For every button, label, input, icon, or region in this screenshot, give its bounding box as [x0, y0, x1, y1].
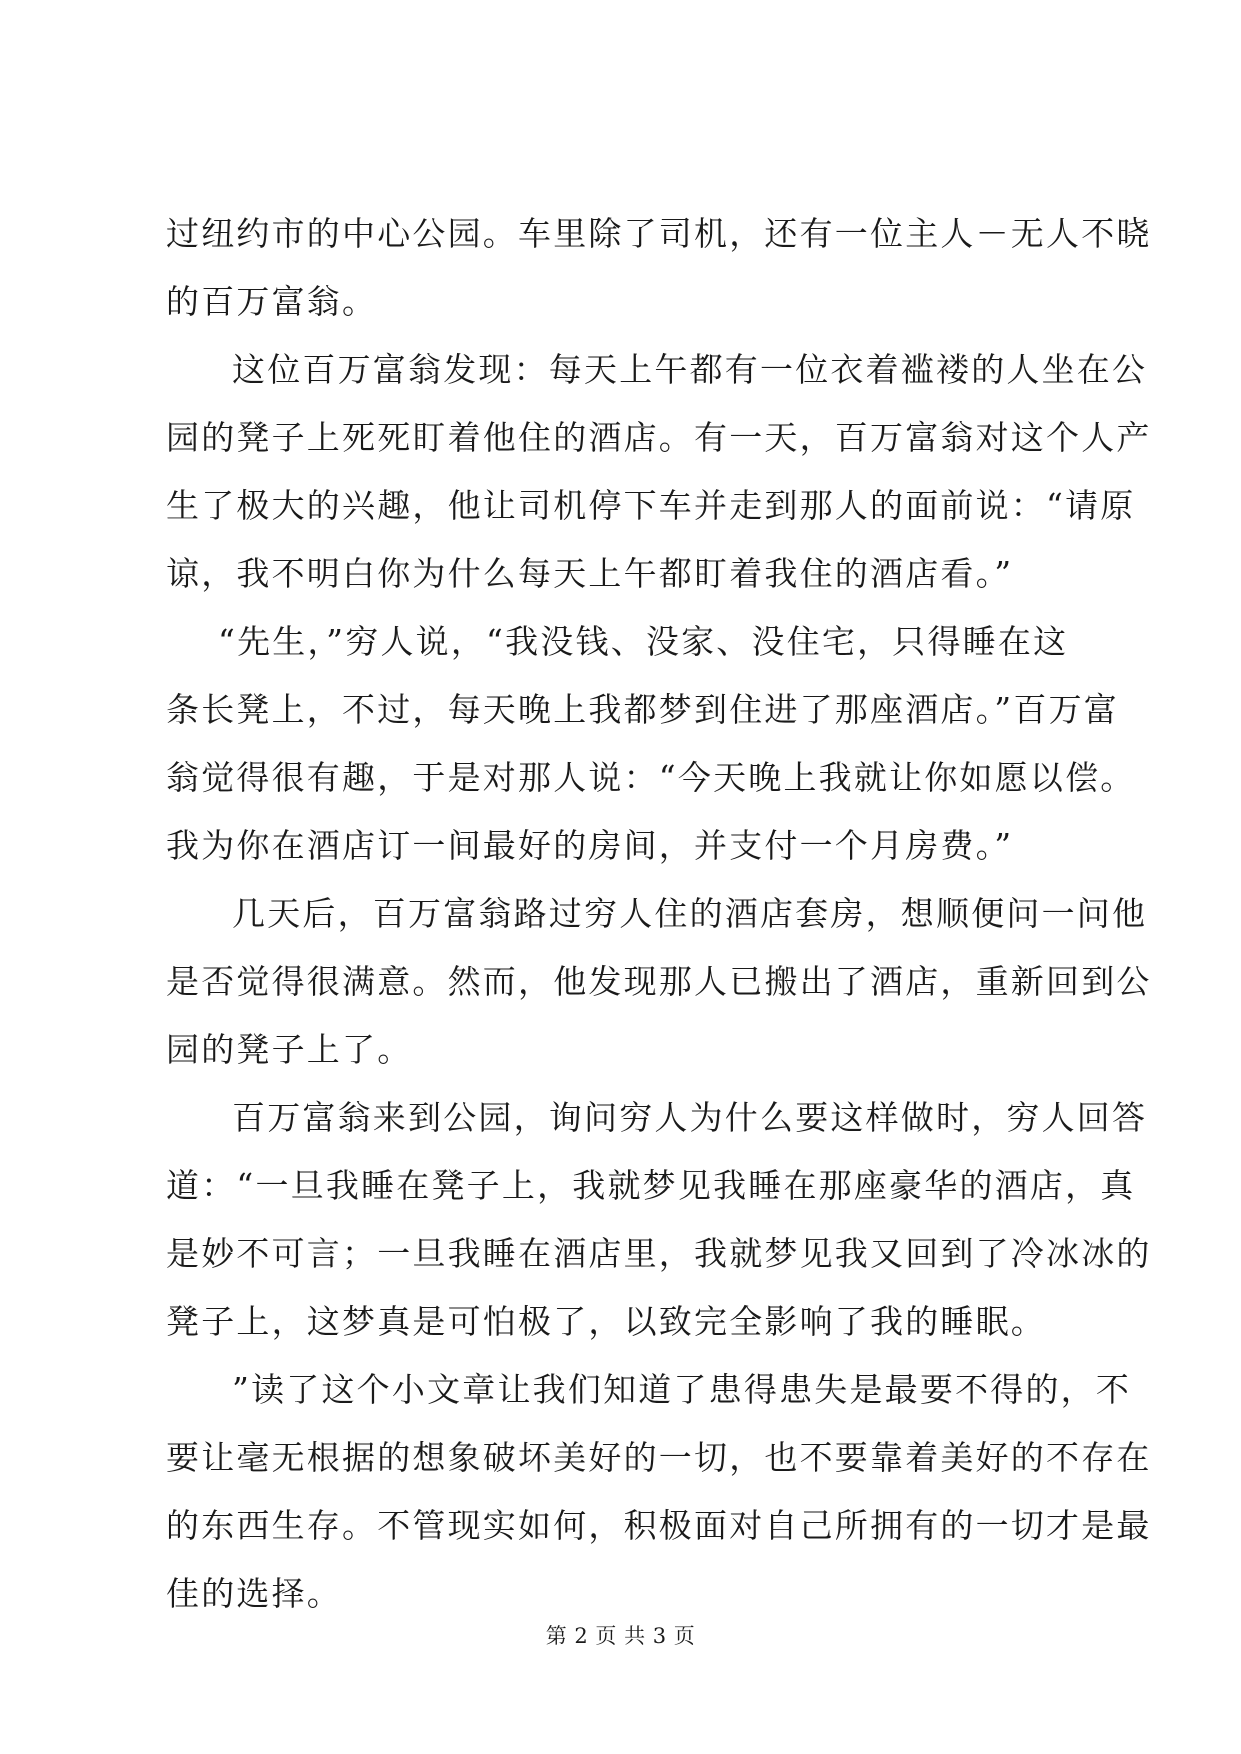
paragraph-first-line: ”读了这个小文章让我们知道了患得患失是最要不得的，不 — [232, 1370, 1132, 1409]
text-line: 道：“一旦我睡在凳子上，我就梦见我睡在那座豪华的酒店，真 — [166, 1166, 1136, 1205]
text-line: 园的凳子上死死盯着他住的酒店。有一天，百万富翁对这个人产 — [166, 418, 1152, 457]
text-line: 园的凳子上了。 — [166, 1030, 413, 1069]
paragraph-first-line: 这位百万富翁发现：每天上午都有一位衣着褴褛的人坐在公 — [232, 350, 1148, 389]
text-line: 是否觉得很满意。然而，他发现那人已搬出了酒店，重新回到公 — [166, 962, 1152, 1001]
text-line: 生了极大的兴趣，他让司机停下车并走到那人的面前说：“请原 — [166, 486, 1136, 525]
text-line: 要让毫无根据的想象破坏美好的一切，也不要靠着美好的不存在 — [166, 1438, 1152, 1477]
text-line: 是妙不可言；一旦我睡在酒店里，我就梦见我又回到了冷冰冰的 — [166, 1234, 1152, 1273]
text-line: 条长凳上，不过，每天晚上我都梦到住进了那座酒店。”百万富 — [166, 690, 1119, 729]
paragraph-first-line: 百万富翁来到公园，询问穷人为什么要这样做时，穷人回答 — [232, 1098, 1148, 1137]
text-line: 谅，我不明白你为什么每天上午都盯着我住的酒店看。” — [166, 554, 1014, 593]
page-footer: 第 2 页 共 3 页 — [545, 1624, 696, 1648]
text-line: 佳的选择。 — [166, 1574, 342, 1613]
paragraph-first-line: “先生，”穷人说，“我没钱、没家、没住宅，只得睡在这 — [218, 622, 1069, 661]
text-line: 我为你在酒店订一间最好的房间，并支付一个月房费。” — [166, 826, 1014, 865]
text-line: 的百万富翁。 — [166, 282, 378, 321]
text-line: 翁觉得很有趣，于是对那人说：“今天晚上我就让你如愿以偿。 — [166, 758, 1136, 797]
paragraph-first-line: 几天后，百万富翁路过穷人住的酒店套房，想顺便问一问他 — [232, 894, 1148, 933]
text-line: 过纽约市的中心公园。车里除了司机，还有一位主人－无人不晓 — [166, 214, 1152, 253]
text-line: 的东西生存。不管现实如何，积极面对自己所拥有的一切才是最 — [166, 1506, 1152, 1545]
text-line: 凳子上，这梦真是可怕极了，以致完全影响了我的睡眠。 — [166, 1302, 1046, 1341]
